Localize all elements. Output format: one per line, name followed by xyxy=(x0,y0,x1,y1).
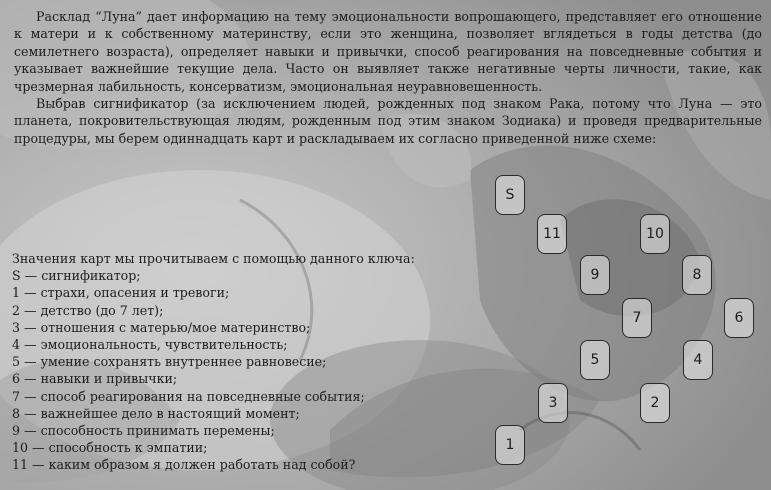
key-item: 1 — страхи, опасения и тревоги; xyxy=(12,285,230,301)
key-item: 2 — детство (до 7 лет); xyxy=(12,302,164,318)
intro-text xyxy=(14,8,762,147)
intro-paragraph-1: Расклад “Луна” дает информацию на тему эмоциональности вопрошающего, представляет его отношение к матери и к собственному материнству, если это женщина, позволяет вглядеться в годы детства (до семилетнего возраста), определяет навыки и привычки, способ реагирования на повседневные события и указывает важнейшие текущие дела. Часто он выявляет также негативные черты личности, такие, как чрезмерная лабильность, консерватизм, эмоциональная неуравновешенность. xyxy=(14,9,762,94)
key-item: 10 — способность к эмпатии; xyxy=(12,440,208,456)
key-item: 5 — умение сохранять внутреннее равновесие; xyxy=(12,354,327,370)
card-1: 1 xyxy=(495,425,525,465)
key-item: S — сигнификатор; xyxy=(12,268,141,284)
card-3: 3 xyxy=(538,383,568,423)
card-4: 4 xyxy=(683,340,713,380)
key-item: 11 — каким образом я должен работать над собой? xyxy=(12,457,356,473)
key-item: 6 — навыки и привычки; xyxy=(12,371,178,387)
key-heading: Значения карт мы прочитываем с помощью данного ключа: xyxy=(12,251,415,266)
key-item: 9 — способность принимать перемены; xyxy=(12,423,275,439)
key-item: 4 — эмоциональность, чувствительность; xyxy=(12,337,288,353)
card-6: 6 xyxy=(724,298,754,338)
card-5: 5 xyxy=(580,340,610,380)
card-8: 8 xyxy=(682,255,712,295)
card-11: 11 xyxy=(537,214,567,254)
key-item: 8 — важнейшее дело в настоящий момент; xyxy=(12,405,300,421)
card-9: 9 xyxy=(580,255,610,295)
key-item: 3 — отношения с матерью/мое материнство; xyxy=(12,319,311,335)
intro-paragraph-2: Выбрав сигнификатор (за исключением людей, рожденных под знаком Рака, потому что Луна — это планета, покровительствующая людям, рожденным под этим знаком Зодиака) и проведя предварительные процедуры, мы берем одиннадцать карт и раскладываем их согласно приведенной ниже схеме: xyxy=(14,96,762,146)
meaning-key xyxy=(12,250,482,474)
key-item: 7 — способ реагирования на повседневные события; xyxy=(12,388,365,404)
card-2: 2 xyxy=(640,383,670,423)
card-10: 10 xyxy=(640,214,670,254)
card-7: 7 xyxy=(622,298,652,338)
card-s: S xyxy=(495,175,525,215)
